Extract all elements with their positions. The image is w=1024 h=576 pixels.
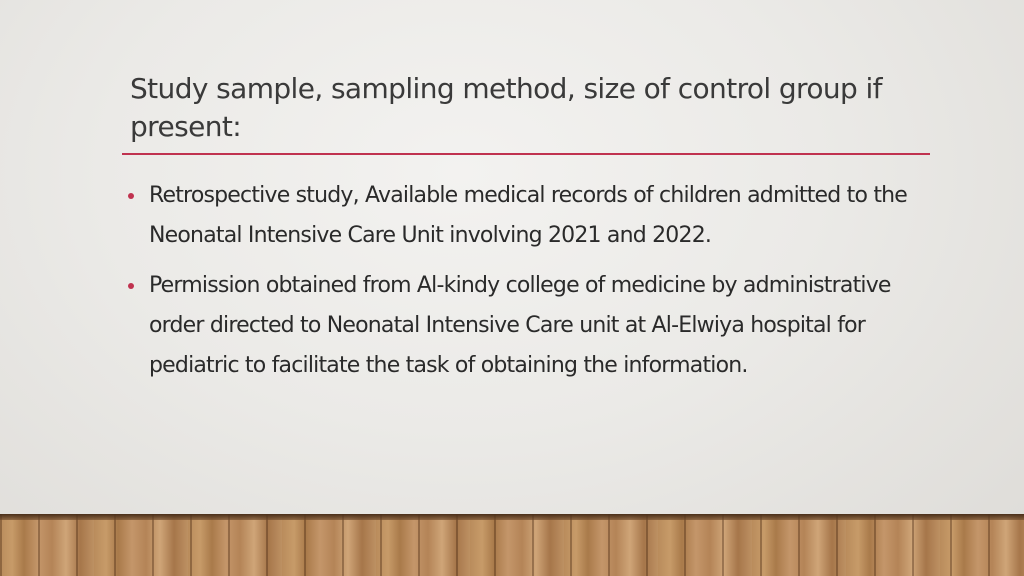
bullet-text: Permission obtained from Al-kindy college of medicine by administrative order directed to Neonatal Intensive Care unit at Al-Elwiya hospital for pediatric to facilitate the task of obtaining the information. [149, 273, 891, 378]
title-underline [122, 153, 930, 155]
bullet-dot-icon [128, 283, 134, 289]
bullet-list [128, 176, 918, 396]
bullet-text: Retrospective study, Available medical records of children admitted to the Neonatal Intensive Care Unit involving 2021 and 2022. [149, 183, 908, 248]
wood-floor-decoration [0, 514, 1024, 576]
bullet-dot-icon [128, 193, 134, 199]
bullet-item [128, 266, 918, 386]
floor-edge-decoration [0, 514, 1024, 520]
slide-title: Study sample, sampling method, size of control group if present: [130, 72, 882, 143]
bullet-item [128, 176, 918, 256]
